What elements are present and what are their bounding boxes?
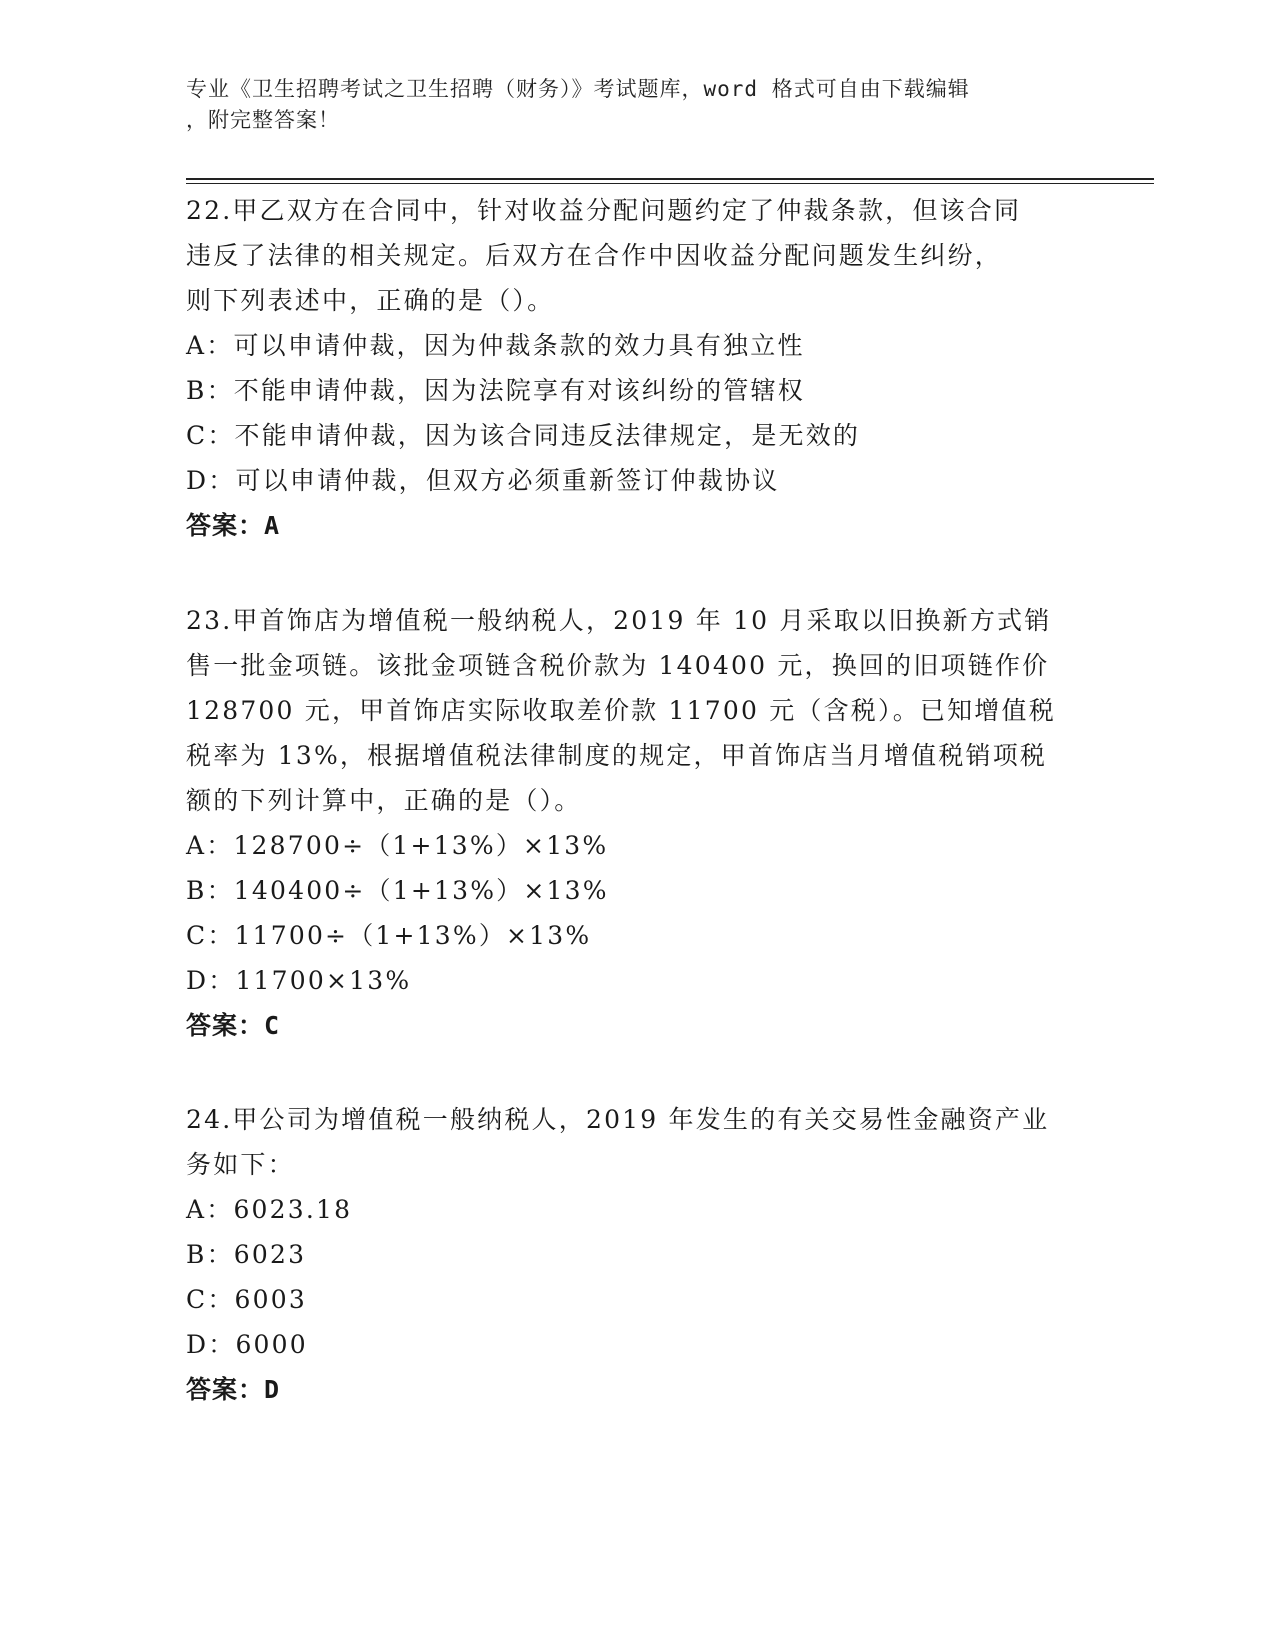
option-d: D：6000 [186,1330,308,1359]
option-c: C：11700÷（1+13%）×13% [186,921,592,950]
option-a: A：6023.18 [186,1195,353,1224]
stem-line: 24.甲公司为增值税一般纳税人，2019 年发生的有关交易性金融资产业 [186,1105,1050,1134]
question-stem [186,188,1076,323]
question-23 [186,598,1076,1048]
document-header [186,74,1066,136]
answer: 答案：C [186,1011,281,1040]
stem-line: 22.甲乙双方在合同中，针对收益分配问题约定了仲裁条款，但该合同 [186,196,1022,225]
stem-line: 则下列表述中，正确的是（）。 [186,286,555,315]
answer: 答案：A [186,511,281,540]
stem-line: 128700 元，甲首饰店实际收取差价款 11700 元（含税）。已知增值税 [186,696,1056,725]
header-line: ，附完整答案！ [186,108,340,132]
option-c: C：不能申请仲裁，因为该合同违反法律规定，是无效的 [186,421,861,450]
question-24 [186,1097,1076,1412]
question-stem [186,598,1076,823]
option-b: B：140400÷（1+13%）×13% [186,876,609,905]
answer: 答案：D [186,1375,281,1404]
question-stem [186,1097,1076,1187]
stem-line: 违反了法律的相关规定。后双方在合作中因收益分配问题发生纠纷， [186,241,1003,270]
stem-line: 税率为 13%，根据增值税法律制度的规定，甲首饰店当月增值税销项税 [186,741,1048,770]
stem-line: 23.甲首饰店为增值税一般纳税人，2019 年 10 月采取以旧换新方式销 [186,606,1052,635]
option-c: C：6003 [186,1285,307,1314]
option-d: D：11700×13% [186,966,412,995]
header-line: 专业《卫生招聘考试之卫生招聘（财务）》考试题库，word 格式可自由下载编辑 [186,77,970,101]
stem-line: 额的下列计算中，正确的是（）。 [186,786,582,815]
option-b: B：6023 [186,1240,307,1269]
question-22 [186,188,1076,548]
option-a: A：128700÷（1+13%）×13% [186,831,609,860]
option-d: D：可以申请仲裁，但双方必须重新签订仲裁协议 [186,466,780,495]
option-a: A：可以申请仲裁，因为仲裁条款的效力具有独立性 [186,331,805,360]
header-divider [186,183,1154,184]
stem-line: 售一批金项链。该批金项链含税价款为 140400 元，换回的旧项链作价 [186,651,1050,680]
header-divider [186,178,1154,180]
option-b: B：不能申请仲裁，因为法院享有对该纠纷的管辖权 [186,376,805,405]
stem-line: 务如下： [186,1150,295,1179]
